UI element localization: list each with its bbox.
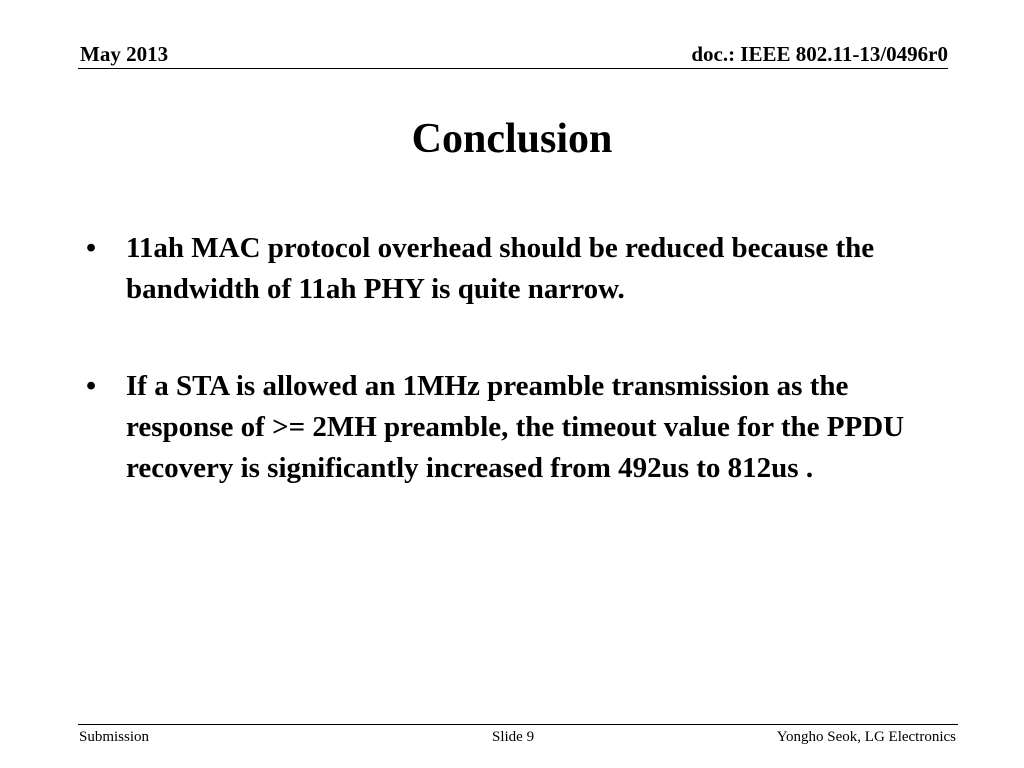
footer-submission: Submission	[79, 729, 150, 745]
bullet-list	[86, 228, 946, 545]
header-date: May 2013	[80, 42, 169, 66]
bullet-text: 11ah MAC protocol overhead should be reduced because the bandwidth of 11ah PHY is quite narrow.	[126, 232, 875, 305]
footer-divider	[78, 724, 958, 725]
bullet-icon: •	[86, 232, 97, 264]
slide-number: Slide 9	[492, 729, 535, 745]
bullet-icon: •	[86, 370, 97, 402]
header-divider	[78, 68, 948, 69]
slide-title: Conclusion	[411, 116, 613, 162]
header-doc-id: doc.: IEEE 802.11-13/0496r0	[691, 42, 948, 66]
bullet-item	[86, 228, 946, 310]
footer-author: Yongho Seok, LG Electronics	[776, 729, 956, 745]
bullet-text: If a STA is allowed an 1MHz preamble transmission as the response of >= 2MH preamble, the timeout value for the PPDU recovery is significantly increased from 492us to 812us .	[126, 370, 905, 484]
bullet-item	[86, 366, 946, 489]
